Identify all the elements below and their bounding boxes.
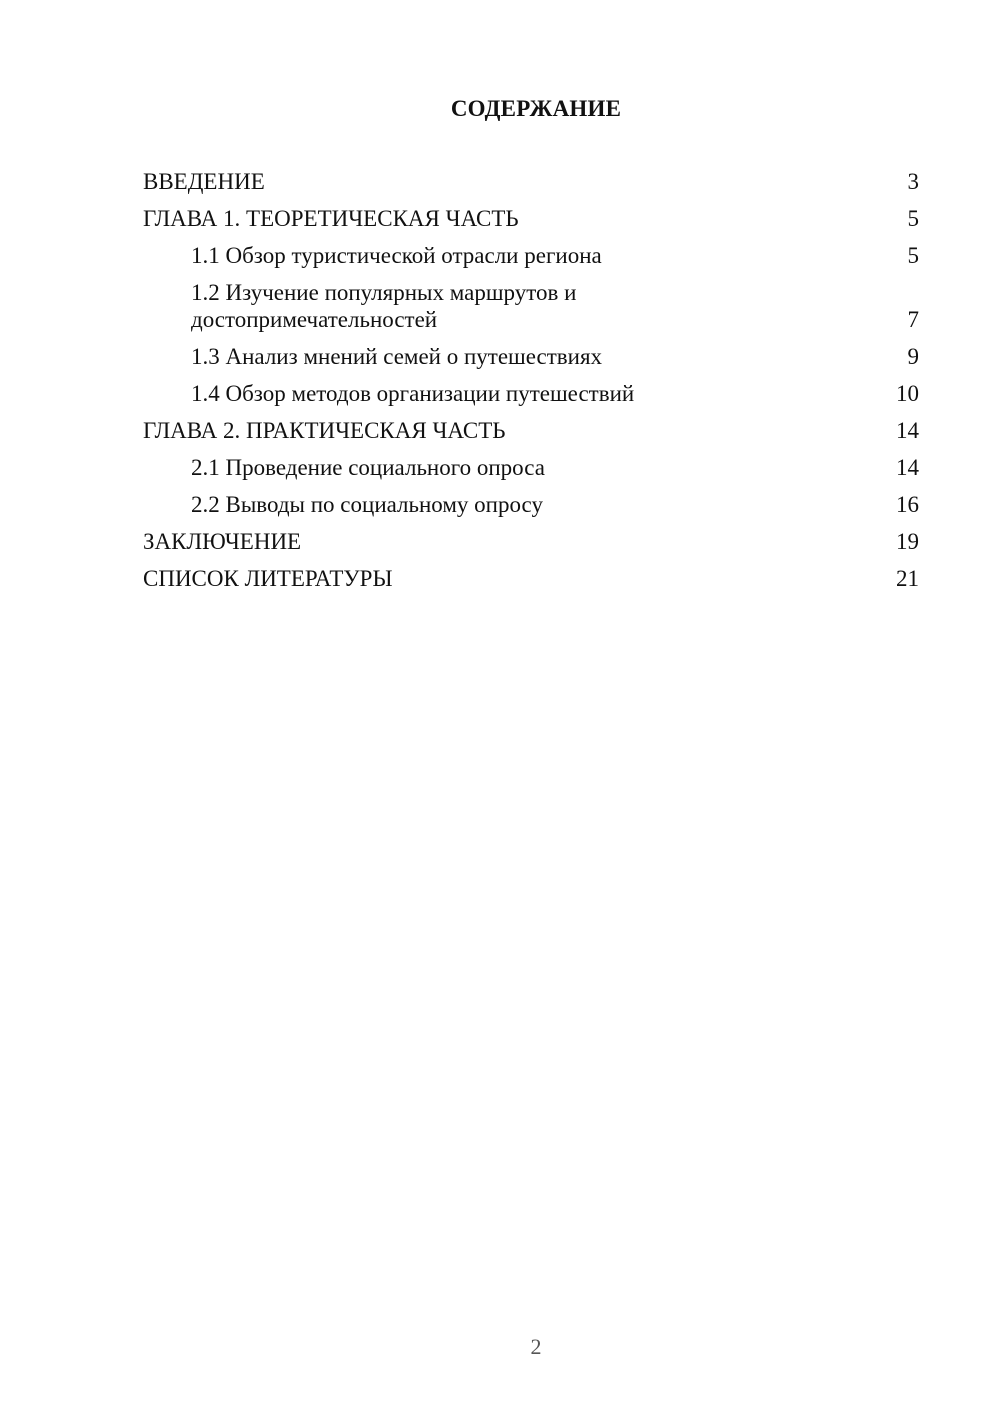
toc-entry-label: СПИСОК ЛИТЕРАТУРЫ (143, 566, 393, 591)
toc-entry (143, 205, 919, 232)
toc-entry-page: 21 (896, 566, 919, 591)
toc-entry (143, 491, 919, 518)
toc-entry-label: ГЛАВА 2. ПРАКТИЧЕСКАЯ ЧАСТЬ (143, 418, 506, 443)
toc-entry-page: 5 (907, 243, 919, 268)
toc-entry (143, 279, 919, 333)
toc-entry-label: 1.2 Изучение популярных маршрутов и достопримечательностей (191, 280, 577, 332)
toc-entry-page: 10 (896, 381, 919, 406)
toc-entry (143, 417, 919, 444)
toc-entry-label: 1.4 Обзор методов организации путешествий (191, 381, 635, 406)
toc-entry (143, 380, 919, 407)
toc-entry-label: 1.1 Обзор туристической отрасли региона (191, 243, 602, 268)
page-number: 2 (530, 1334, 542, 1359)
toc-entry (143, 242, 919, 269)
toc-entry-label: 2.1 Проведение социального опроса (191, 455, 545, 480)
toc-entry (143, 168, 919, 195)
toc-entry (143, 454, 919, 481)
toc-entry-page: 14 (896, 455, 919, 480)
toc-entry-label: ЗАКЛЮЧЕНИЕ (143, 529, 302, 554)
toc-entry-page: 9 (907, 344, 919, 369)
toc-entry-page: 7 (907, 307, 919, 332)
toc-entry-page: 16 (896, 492, 919, 517)
toc-entry-label: 2.2 Выводы по социальному опросу (191, 492, 543, 517)
toc-entry (143, 565, 919, 592)
toc-entry-label: ВВЕДЕНИЕ (143, 169, 265, 194)
toc-entry-page: 3 (907, 169, 919, 194)
toc-entry-label: 1.3 Анализ мнений семей о путешествиях (191, 344, 603, 369)
toc-entry (143, 528, 919, 555)
toc-entry-page: 19 (896, 529, 919, 554)
toc-entry-page: 5 (907, 206, 919, 231)
toc-entry-page: 14 (896, 418, 919, 443)
toc-entry-label: ГЛАВА 1. ТЕОРЕТИЧЕСКАЯ ЧАСТЬ (143, 206, 519, 231)
toc-entry (143, 343, 919, 370)
toc-title: СОДЕРЖАНИЕ (450, 96, 622, 121)
table-of-contents (143, 168, 919, 602)
